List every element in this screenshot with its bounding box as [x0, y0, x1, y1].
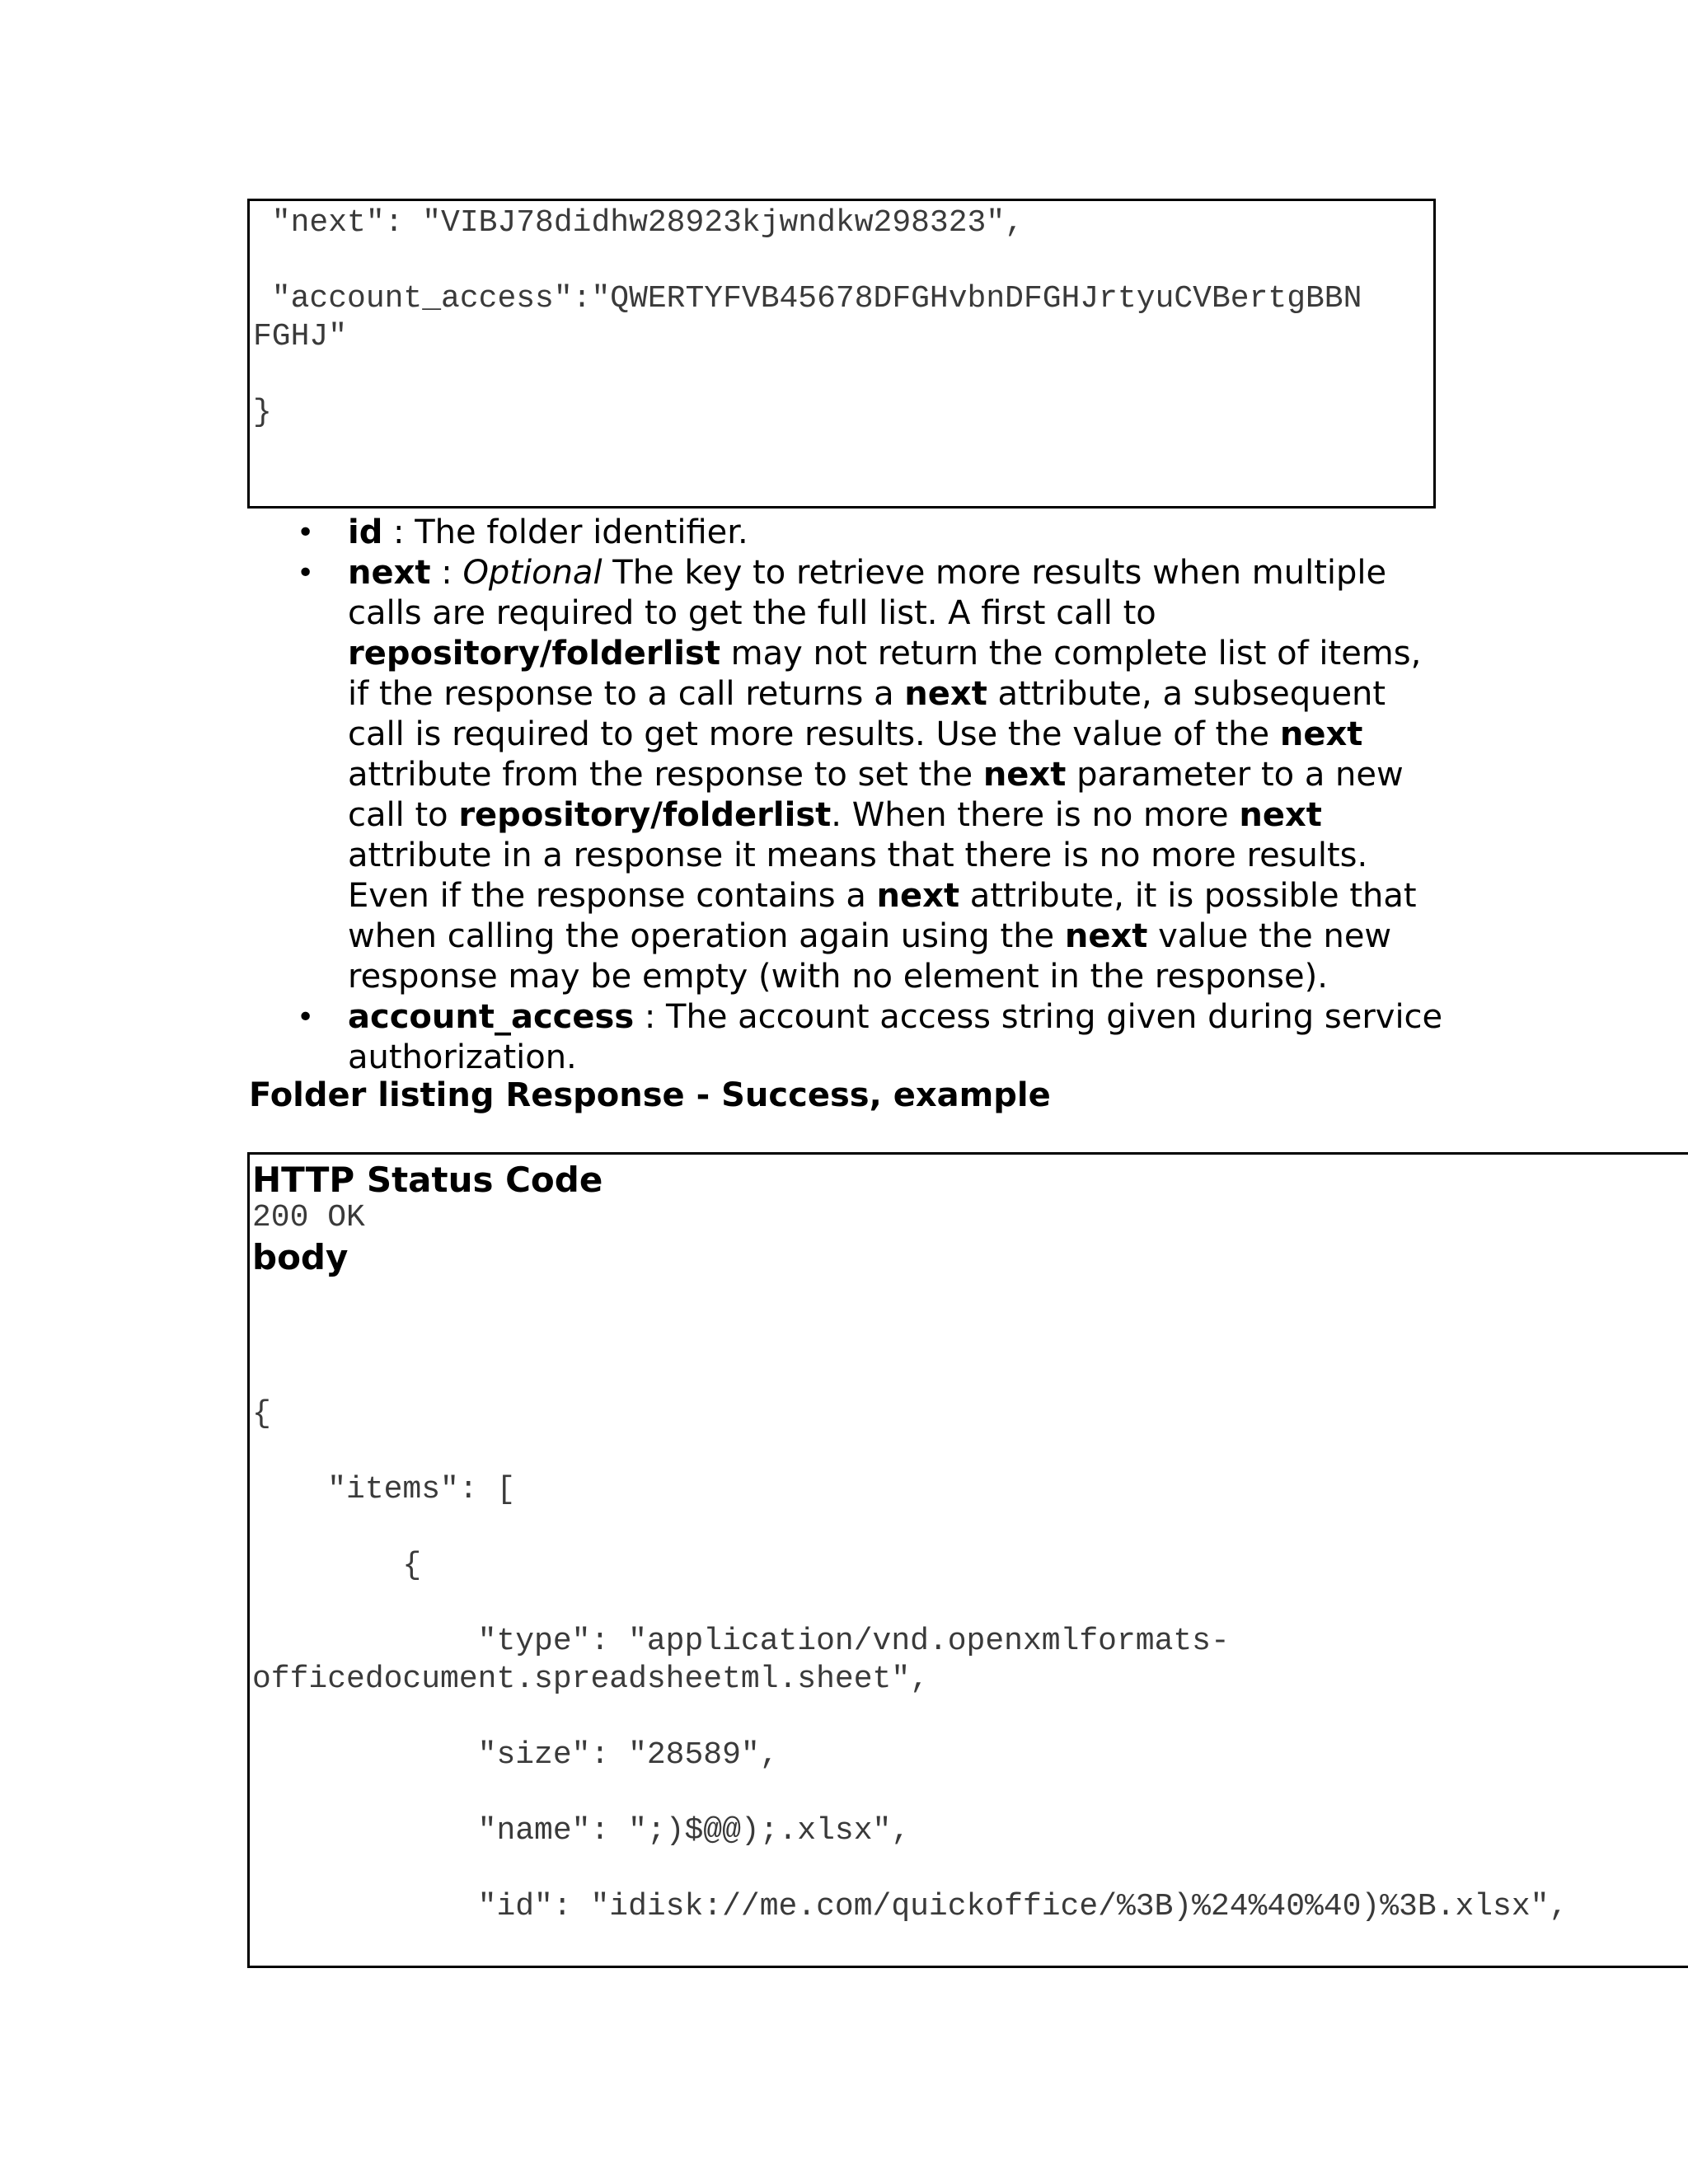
description-text: The key to retrieve more results when multiple calls are required to get the full list. A first call to	[348, 554, 1387, 632]
response-example-box	[247, 1152, 1688, 1968]
code-line: "next": "VIBJ78didhw28923kjwndkw298323",	[253, 205, 1024, 241]
attribute-ref: next	[1279, 715, 1363, 753]
code-line: "account_access":"QWERTYFVB45678DFGHvbnDFGHJrtyuCVBertgBBN	[253, 281, 1362, 316]
code-line: "items": [	[252, 1472, 516, 1507]
description-text: may not return the complete list of items, if the response to a call returns a	[348, 635, 1422, 713]
list-item	[247, 553, 1444, 997]
body-heading: body	[252, 1237, 349, 1277]
code-line: }	[253, 395, 272, 430]
attribute-ref: next	[1064, 917, 1148, 955]
attribute-list	[247, 513, 1451, 1078]
attribute-ref: next	[904, 675, 987, 713]
description-text: . When there is no more	[831, 796, 1240, 834]
description-text: attribute from the response to set the	[348, 756, 983, 794]
code-line: "type": "application/vnd.openxmlformats-	[252, 1624, 1230, 1659]
code-line: {	[252, 1548, 422, 1583]
description-text: parameter to a new call to	[348, 756, 1404, 834]
code-line: "name": ";)$@@);.xlsx",	[252, 1813, 911, 1849]
description-text: attribute, a subsequent call is required to get more results. Use the value of the	[348, 675, 1386, 753]
endpoint-name: repository/folderlist	[348, 635, 720, 673]
list-item	[247, 997, 1444, 1078]
request-code-box	[247, 199, 1436, 509]
code-line: "id": "idisk://me.com/quickoffice/%3B)%24%40%40)%3B.xlsx",	[252, 1889, 1568, 1924]
separator: :	[430, 554, 463, 592]
attribute-term: next	[348, 554, 431, 592]
code-line: "size": "28589",	[252, 1737, 779, 1773]
attribute-ref: next	[982, 756, 1067, 794]
endpoint-name: repository/folderlist	[458, 796, 832, 834]
description-text: attribute in a response it means that there is no more results. Even if the response contains a	[348, 837, 1368, 915]
description-text: value the new response may be empty (with no element in the response).	[348, 917, 1392, 996]
status-code-value: 200 OK	[252, 1200, 365, 1235]
status-code-heading: HTTP Status Code	[252, 1160, 603, 1200]
attribute-ref: next	[876, 877, 960, 915]
list-item	[247, 513, 1444, 553]
optional-label: Optional	[462, 554, 603, 592]
code-line: {	[252, 1396, 271, 1432]
attribute-description: : The folder identifier.	[382, 513, 748, 551]
description-text: attribute, it is possible that when calling the operation again using the	[348, 877, 1417, 955]
code-line: officedocument.spreadsheetml.sheet",	[252, 1661, 929, 1697]
attribute-ref: next	[1239, 796, 1322, 834]
attribute-term: id	[348, 513, 383, 551]
attribute-term: account_access	[348, 998, 635, 1036]
section-heading: Folder listing Response - Success, example	[249, 1076, 1051, 1114]
code-line: FGHJ"	[253, 319, 348, 354]
attribute-description: : The account access string given during service authorization.	[348, 998, 1443, 1076]
